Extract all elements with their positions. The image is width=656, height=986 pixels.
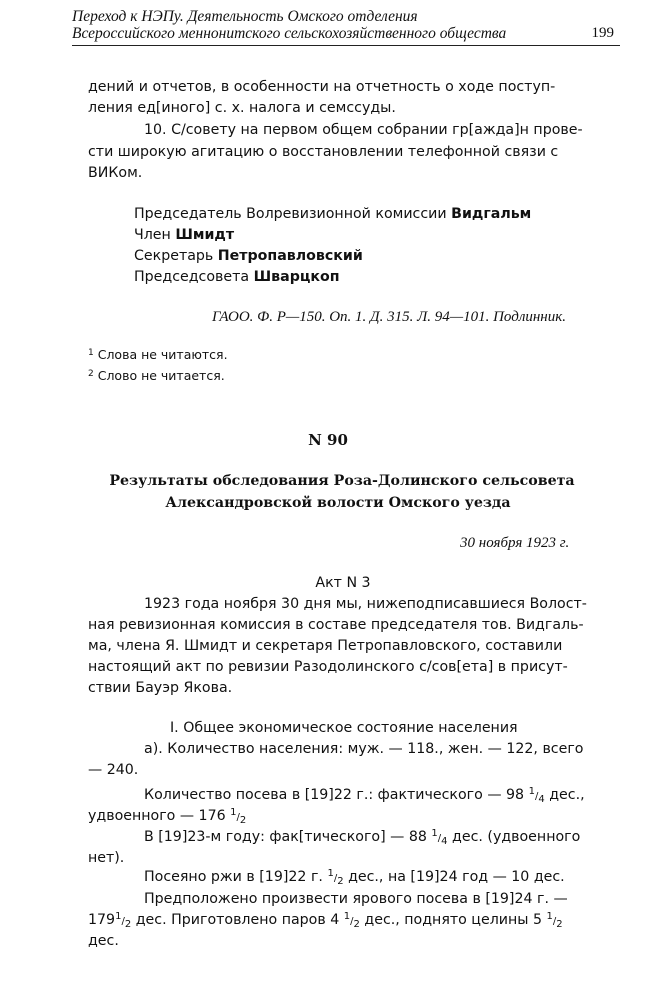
- fraction: 1/2: [343, 911, 360, 930]
- footnote-mark: 2: [88, 369, 94, 379]
- paragraph-line: ления ед[иного] с. х. налога и семссуды.: [88, 100, 396, 116]
- signature-role: Председсовета: [134, 269, 250, 285]
- sowing-text: дес.,: [549, 787, 585, 803]
- document-number: N 90: [308, 431, 348, 449]
- plan-line: [88, 911, 563, 931]
- act-line: ствии Бауэр Якова.: [88, 680, 233, 696]
- fraction-denominator: 2: [239, 815, 247, 826]
- fraction-numerator: 1: [327, 868, 334, 879]
- rye-line: [144, 868, 565, 888]
- footnote: [88, 367, 225, 385]
- act-line: ма, члена Я. Шмидт и секретаря Петропавловского, составили: [88, 638, 563, 654]
- plan-line: Предположено произвести ярового посева в [19]24 г. —: [144, 891, 568, 907]
- sowing-line: [88, 807, 246, 827]
- fraction-numerator: 1: [343, 911, 351, 922]
- document-date: 30 ноября 1923 г.: [460, 535, 570, 551]
- signature-line: [134, 205, 531, 223]
- fraction: 1/4: [431, 828, 448, 847]
- sowing-line: нет).: [88, 850, 125, 866]
- act-line: 1923 года ноября 30 дня мы, нижеподписавшиеся Волост-: [144, 596, 587, 612]
- signature-name: Петропавловский: [217, 248, 363, 264]
- header-rule: [72, 45, 620, 46]
- population-line: а). Количество населения: муж. — 118., жен. — 122, всего: [144, 741, 584, 757]
- section-title: I. Общее экономическое состояние населения: [170, 720, 518, 736]
- act-line: настоящий акт по ревизии Разодолинского с/сов[ета] в присут-: [88, 659, 568, 675]
- footnote-text: Слова не читаются.: [97, 347, 228, 362]
- page-number: 199: [591, 25, 614, 41]
- signature-role: Член: [134, 227, 171, 243]
- sowing-text: В [19]23-м году: фак[тического] — 88: [144, 829, 427, 845]
- footnote-mark: 1: [88, 348, 94, 358]
- fraction-numerator: 1: [528, 786, 535, 797]
- fraction: 1/4: [528, 786, 545, 805]
- paragraph-line: сти широкую агитацию о восстановлении телефонной связи с: [88, 144, 559, 160]
- fraction-numerator: 1: [431, 828, 438, 839]
- fraction-denominator: 4: [441, 836, 448, 847]
- document-title-line-1: Результаты обследования Роза-Долинского сельсовета: [109, 473, 575, 489]
- signature-line: [134, 226, 234, 244]
- sowing-text: дес. (удвоенного: [452, 829, 581, 845]
- signature-name: Видгальм: [451, 206, 532, 222]
- archive-reference: ГАОО. Ф. Р—150. Оп. 1. Д. 315. Л. 94—101. Подлинник.: [212, 309, 567, 325]
- population-line: — 240.: [88, 762, 139, 778]
- fraction: 1/2: [546, 911, 563, 930]
- signature-name: Шварцкоп: [253, 269, 340, 285]
- fraction-denominator: 2: [556, 919, 563, 930]
- fraction: 1/2: [327, 868, 344, 887]
- fraction-denominator: 2: [353, 919, 360, 930]
- header-line-2: Всероссийского меннонитского сельскохозяйственного общества: [72, 25, 507, 42]
- running-header: [72, 8, 620, 42]
- paragraph-line: дений и отчетов, в особенности на отчетность о ходе поступ-: [88, 79, 556, 95]
- act-line: ная ревизионная комиссия в составе председателя тов. Видгаль-: [88, 617, 584, 633]
- fraction-denominator: 2: [337, 876, 344, 887]
- fraction-numerator: 1: [115, 911, 122, 922]
- signature-role: Секретарь: [134, 248, 214, 264]
- sowing-line: [144, 786, 585, 806]
- paragraph-line: 10. С/совету на первом общем собрании гр[ажда]н прове-: [144, 122, 583, 138]
- signature-line: [134, 268, 340, 286]
- plan-line: дес.: [88, 933, 119, 949]
- act-title: Акт N 3: [315, 575, 371, 591]
- footnote: [88, 346, 228, 364]
- plan-text: дес., поднято целины 5: [364, 912, 542, 928]
- document-title-line-2: Александровской волости Омского уезда: [165, 495, 511, 511]
- sowing-text: удвоенного — 176: [88, 808, 226, 824]
- fraction-numerator: 1: [230, 807, 237, 818]
- fraction-denominator: 4: [538, 794, 545, 805]
- paragraph-line: ВИКом.: [88, 165, 143, 181]
- plan-text: 179: [88, 912, 116, 928]
- fraction-denominator: 2: [124, 919, 132, 930]
- fraction: 1/2: [230, 807, 247, 826]
- sowing-line: [144, 828, 580, 848]
- sowing-text: Количество посева в [19]22 г.: фактического — 98: [144, 787, 525, 803]
- fraction-numerator: 1: [546, 911, 553, 922]
- signature-name: Шмидт: [175, 227, 235, 243]
- fraction: 1/2: [115, 911, 132, 930]
- rye-text: Посеяно ржи в [19]22 г.: [144, 869, 323, 885]
- footnote-text: Слово не читается.: [97, 368, 225, 383]
- signature-role: Председатель Волревизионной комиссии: [134, 206, 447, 222]
- plan-text: дес. Приготовлено паров 4: [135, 912, 340, 928]
- signature-line: [134, 247, 363, 265]
- rye-text: дес., на [19]24 год — 10 дес.: [348, 869, 565, 885]
- header-line-1: Переход к НЭПу. Деятельность Омского отделения: [72, 8, 418, 25]
